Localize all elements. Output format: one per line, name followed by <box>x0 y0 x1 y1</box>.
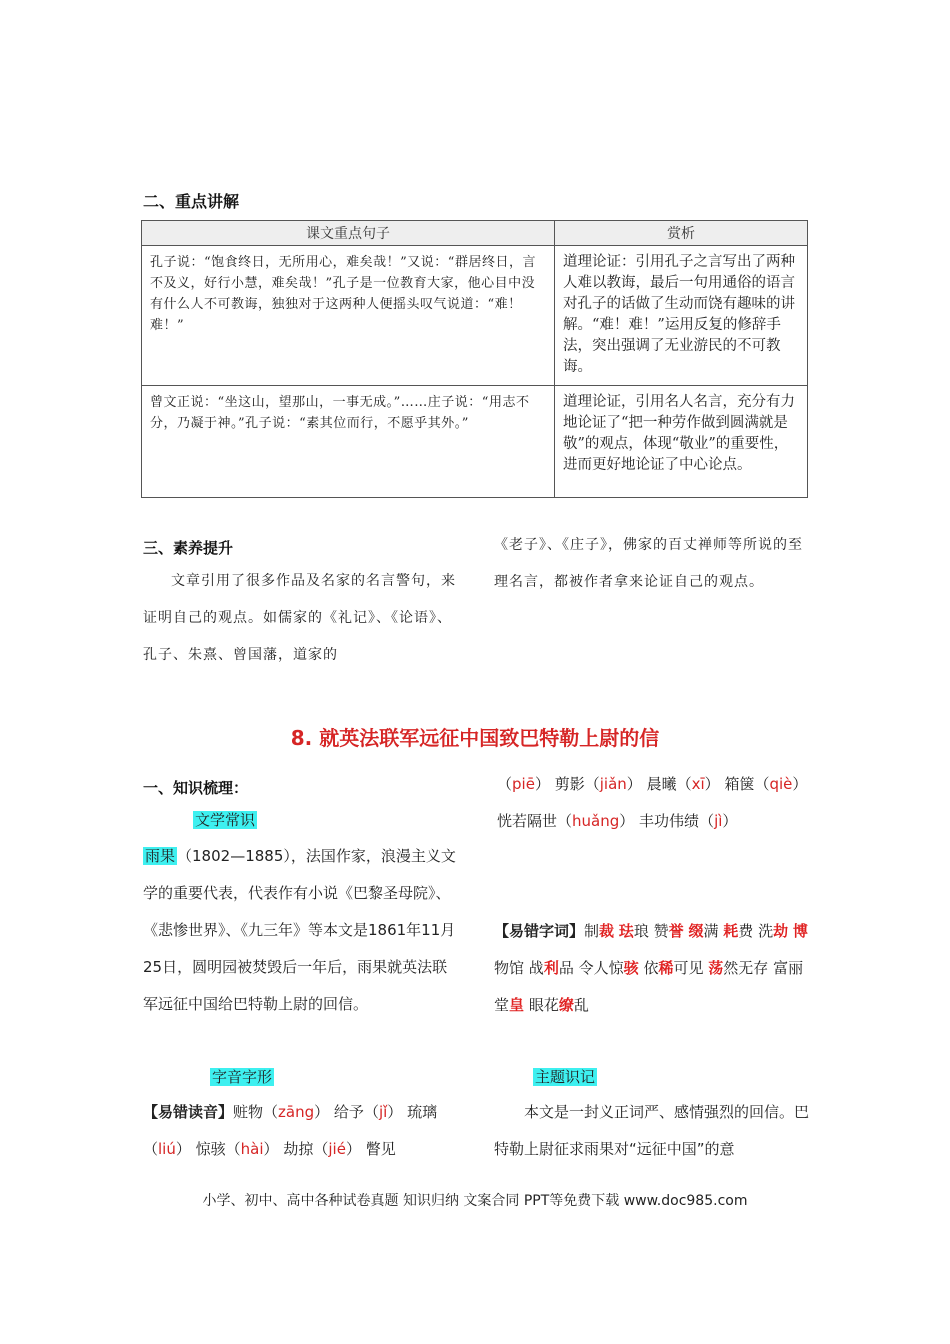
theme-label: 主题识记 <box>535 1068 596 1086</box>
literary-knowledge-text: 雨果 （1802—1885），法国作家，浪漫主义文学的重要代表，代表作有小说《巴黎圣母院》、《悲惨世界》、《九三年》等本文是1861年11月25日，圆明园被焚毁后一年后，雨果就英法联军远征中国给巴特勒上尉的回信。 <box>143 847 456 1013</box>
section-heading-literacy: 三、素养提升 <box>143 539 234 557</box>
lesson-title: 8. 就英法联军远征中国致巴特勒上尉的信 <box>290 726 660 750</box>
theme-text: 本文是一封义正词严、感情强烈的回信。巴特勒上尉征求雨果对“远征中国”的意 <box>494 1103 810 1158</box>
typo-words-list: 【易错字词】制裁 珐琅 赞誉 缀满 耗费 洗劫 博物馆 战利品 令人惊骇 依稀可见 荡然无存 富丽堂皇 眼花缭乱 <box>494 922 808 1014</box>
literacy-text-left: 文章引用了很多作品及名家的名言警句，来证明自己的观点。如儒家的《礼记》、《论语》、孔子、朱熹、曾国藩，道家的 <box>143 573 456 663</box>
page-footer: 小学、初中、高中各种试卷真题 知识归纳 文案合同 PPT等免费下载 www.doc985.com <box>202 1193 748 1209</box>
pronunciation-list-continued: （piē） 剪影（jiǎn） 晨曦（xī） 箱箧（qiè） 恍若隔世（huǎng） 丰功伟绩（jì） <box>497 775 808 830</box>
pronunciation-label: 字音字形 <box>212 1068 273 1086</box>
literacy-text-right: 《老子》、《庄子》，佛家的百丈禅师等所说的至理名言，都被作者拿来论证自己的观点。 <box>494 537 803 590</box>
table-cell-analysis: 道理论证，引用名人名言，充分有力地论证了“把一种劳作做到圆满就是敬”的观点，体现“敬业”的重要性，进而更好地论证了中心论点。 <box>555 386 808 498</box>
table-header-analysis: 赏析 <box>555 221 808 246</box>
table-cell-sentence: 孔子说：“饱食终日，无所用心，难矣哉！”又说：“群居终日，言不及义，好行小慧，难矣哉！”孔子是一位教育大家，他心目中没有什么人不可教诲，独独对于这两种人便摇头叹气说道：“难！难！” <box>142 246 555 386</box>
table-header-sentence: 课文重点句子 <box>142 221 555 246</box>
key-sentences-table <box>141 220 808 498</box>
pronunciation-list: 【易错读音】赃物（zāng） 给予（jǐ） 琉璃（liú） 惊骇（hài） 劫掠（jié） 瞥见 <box>143 1103 438 1158</box>
author-name: 雨果 <box>145 847 176 865</box>
section-heading-key-points: 二、重点讲解 <box>143 192 240 211</box>
table-cell-sentence: 曾文正说：“坐这山，望那山，一事无成。”……庄子说：“用志不分，乃凝于神。”孔子说：“素其位而行，不愿乎其外。” <box>142 386 555 498</box>
literary-knowledge-label: 文学常识 <box>195 811 256 829</box>
table-cell-analysis: 道理论证：引用孔子之言写出了两种人难以教诲，最后一句用通俗的语言对孔子的话做了生动而饶有趣味的讲解。“难！难！”运用反复的修辞手法，突出强调了无业游民的不可教诲。 <box>555 246 808 386</box>
knowledge-heading: 一、知识梳理： <box>143 779 249 797</box>
